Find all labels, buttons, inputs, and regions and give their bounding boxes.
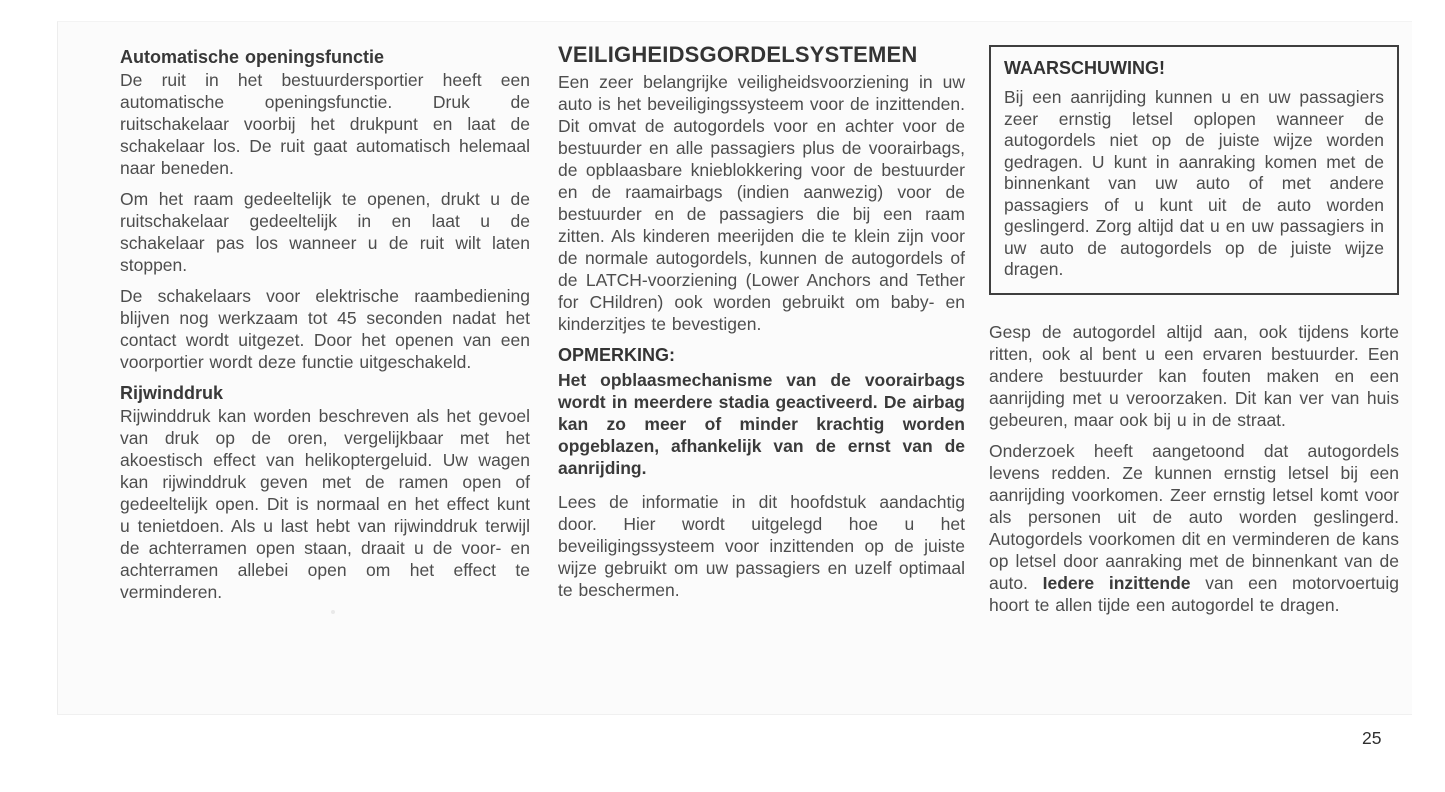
paragraph-research-text: Onderzoek heeft aangetoond dat autogordels levens redden. Ze kunnen ernstig letsel bij een aanrijding voorkomen. Zeer ernstig letsel komt voor als personen uit de auto worden geslingerd. Autogordels voorkomen dit en verminderen de kans op letsel door aanraking met de binnenkant van de auto. xyxy=(989,440,1399,593)
scanned-page xyxy=(57,21,1412,715)
paragraph-auto-open-2: Om het raam gedeeltelijk te openen, drukt u de ruitschakelaar gedeeltelijk in en laat u de schakelaar pas los wanneer u de ruit wilt laten stoppen. xyxy=(120,189,530,275)
paragraph-note-body: Het opblaasmechanisme van de voorairbags wordt in meerdere stadia geactiveerd. De airbag kan zo meer of minder krachtig worden opgeblazen, afhankelijk van de ernst van de aanrijding. xyxy=(558,370,965,478)
paragraph-research xyxy=(989,440,1399,616)
paragraph-auto-open-3: De schakelaars voor elektrische raambediening blijven nog werkzaam tot 45 seconden nadat het contact wordt uitgezet. Door het openen van een voorportier wordt deze functie uitgeschakeld. xyxy=(120,286,530,372)
scan-artifact-speck xyxy=(331,610,335,614)
paragraph-buckle-always: Gesp de autogordel altijd aan, ook tijdens korte ritten, ook al bent u een ervaren bestuurder. Een andere bestuurder kan fouten maken en een aanrijding met u veroorzaken. Dit kan ver van huis gebeuren, maar ook bij u in de straat. xyxy=(989,321,1399,430)
paragraph-research-bold: Iedere inzittende xyxy=(1042,572,1191,593)
paragraph-rijwinddruk: Rijwinddruk kan worden beschreven als het gevoel van druk op de oren, vergelijkbaar met het akoestisch effect van helikoptergeluid. Uw wagen kan rijwinddruk geven met de ramen open of gedeeltelijk open. Dit is normaal en het effect kunt u tenietdoen. Als u last hebt van rijwinddruk terwijl de achterramen open staan, draait u de voor- en achterramen allebei open om het effect te verminderen. xyxy=(120,406,530,602)
warning-body: Bij een aanrijding kunnen u en uw passagiers zeer ernstig letsel oplopen wanneer de autogordels niet op de juiste wijze worden gedragen. U kunt in aanraking komen met de binnenkant van uw auto of met andere passagiers of u kunt uit de auto worden geslingerd. Zorg altijd dat u en uw passagiers in uw auto de autogordels op de juiste wijze dragen. xyxy=(1004,87,1384,279)
paragraph-research-tail: van een motorvoertuig hoort te allen tijde een autogordel te dragen. xyxy=(989,572,1399,615)
paragraph-auto-open-1: De ruit in het bestuurdersportier heeft een automatische openingsfunctie. Druk de ruitschakelaar voorbij het drukpunt en laat de schakelaar los. De ruit gaat automatisch helemaal naar beneden. xyxy=(120,70,530,178)
paragraph-seatbelt-intro: Een zeer belangrijke veiligheidsvoorziening in uw auto is het beveiligingssysteem voor de inzittenden. Dit omvat de autogordels voor en achter voor de bestuurder en alle passagiers plus de voorairbags, de opblaasbare knieblokkering voor de bestuurder en de raamairbags (indien aanwezig) voor de bestuurder en de passagiers die bij een raam zitten. Als kinderen meerijden die te klein zijn voor de normale autogordels, kunnen de autogordels of de LATCH-voorziening (Lower Anchors and Tether for CHildren) ook worden gebruikt om baby- en kinderzitjes te bevestigen. xyxy=(558,72,965,334)
column-left xyxy=(120,46,530,603)
warning-box xyxy=(989,45,1399,295)
column-middle xyxy=(558,42,965,601)
paragraph-read-info: Lees de informatie in dit hoofdstuk aandachtig door. Hier wordt uitgelegd hoe u het beveiligingssysteem voor inzittenden op de juiste wijze gebruikt om uw passagiers en uzelf optimaal te beschermen. xyxy=(558,492,965,600)
heading-seatbelt-systems: VEILIGHEIDSGORDELSYSTEMEN xyxy=(558,42,918,67)
heading-opmerking: OPMERKING: xyxy=(558,345,675,365)
page-number: 25 xyxy=(1362,728,1382,748)
warning-title: WAARSCHUWING! xyxy=(1004,58,1165,78)
heading-automatic-opening: Automatische openingsfunctie xyxy=(120,47,385,67)
heading-rijwinddruk: Rijwinddruk xyxy=(120,383,223,403)
column-right xyxy=(989,45,1399,616)
